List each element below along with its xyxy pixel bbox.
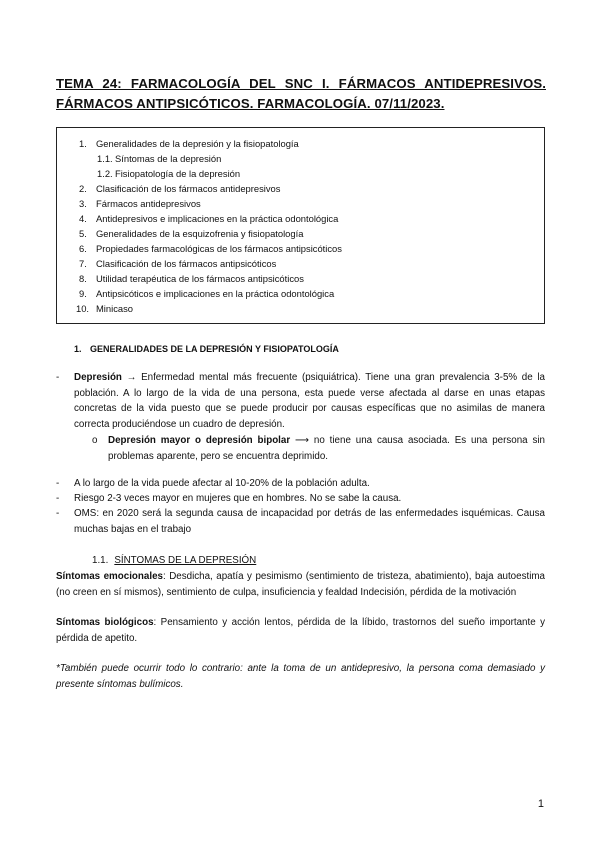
toc-item-label: Generalidades de la depresión y la fisiopatología (96, 138, 299, 149)
toc-item-number: 7. (79, 258, 87, 269)
sintomas-emocionales-term: Síntomas emocionales (56, 571, 163, 582)
toc-item-label: Antidepresivos e implicaciones en la práctica odontológica (96, 213, 339, 224)
toc-item-label: Clasificación de los fármacos antipsicóticos (96, 258, 277, 269)
toc-item-label: Síntomas de la depresión (115, 153, 222, 164)
circle-bullet: o (92, 435, 98, 446)
depresion-mayor-text: ⟶ no tiene una causa asociada. Es una persona sin problemas aparente, pero se encuentra deprimido. (108, 435, 545, 462)
page-number: 1 (537, 798, 544, 810)
sintomas-biologicos-paragraph (56, 615, 545, 646)
toc-item-label: Generalidades de la esquizofrenia y fisiopatología (96, 228, 304, 239)
depresion-text: → Enfermedad mental más frecuente (psiquiátrica). Tiene una gran prevalencia 3-5% de la población. A lo largo de la vida de una persona, esta puede verse afectada al darse en unas etapas concretas de la vida puesto que se puede producir por causas específicas que no asimilas de manera correcta produciéndose un cuadro de depresión. (74, 372, 545, 430)
dash-bullet: - (56, 478, 60, 489)
list-item: A lo largo de la vida puede afectar al 10-20% de la población adulta. (74, 478, 370, 489)
dash-bullet: - (56, 372, 60, 383)
depresion-term: Depresión (74, 372, 122, 383)
toc-item-number: 1.1. (97, 153, 113, 164)
sintomas-biologicos-text: : Pensamiento y acción lentos, pérdida de la líbido, trastornos del sueño importante y pérdida de apetito. (56, 617, 545, 644)
dash-bullet: - (56, 508, 60, 519)
sintomas-biologicos-term: Síntomas biológicos (56, 617, 154, 628)
subsection-title: SÍNTOMAS DE LA DEPRESIÓN (114, 555, 257, 566)
note-paragraph: *También puede ocurrir todo lo contrario: ante la toma de un antidepresivo, la persona coma demasiado y presente síntomas bulímicos. (56, 663, 545, 690)
document-title: TEMA 24: FARMACOLOGÍA DEL SNC I. FÁRMACOS ANTIDEPRESIVOS. FÁRMACOS ANTIPSICÓTICOS. FARMACOLOGÍA. 07/11/2023. (56, 76, 546, 111)
sintomas-emocionales-text: : Desdicha, apatía y pesimismo (sentimiento de tristeza, abatimiento), baja autoestima (no creen en sí mismos), sentimiento de culpa, insuficiencia y fealdad Indecisión, pérdida de la motivación (56, 571, 545, 598)
depresion-mayor-paragraph (108, 433, 545, 464)
toc-item-label: Minicaso (96, 303, 133, 314)
toc-item-number: 10. (76, 303, 90, 314)
toc-item-number: 4. (79, 213, 87, 224)
dash-bullet: - (56, 493, 60, 504)
toc-item-number: 8. (79, 273, 87, 284)
toc-item-label: Clasificación de los fármacos antidepresivos (96, 183, 281, 194)
table-of-contents (56, 127, 545, 324)
toc-item-number: 2. (79, 183, 87, 194)
subsection-number: 1.1. (92, 555, 109, 566)
toc-item-label: Fisiopatología de la depresión (115, 168, 241, 179)
toc-item-label: Propiedades farmacológicas de los fármacos antipsicóticos (96, 243, 342, 254)
subsection-heading (92, 555, 256, 566)
toc-item-number: 1. (79, 138, 87, 149)
section-number: 1. (74, 344, 82, 354)
sintomas-emocionales-paragraph (56, 569, 545, 600)
section-title: GENERALIDADES DE LA DEPRESIÓN Y FISIOPATOLOGÍA (90, 344, 339, 354)
toc-item-label: Fármacos antidepresivos (96, 198, 201, 209)
toc-item-label: Antipsicóticos e implicaciones en la práctica odontológica (96, 288, 335, 299)
list-item: Riesgo 2-3 veces mayor en mujeres que en hombres. No se sabe la causa. (74, 493, 402, 504)
toc-item-number: 5. (79, 228, 87, 239)
toc-item-label: Utilidad terapéutica de los fármacos antipsicóticos (96, 273, 304, 284)
toc-item-number: 9. (79, 288, 87, 299)
toc-item-number: 6. (79, 243, 87, 254)
toc-item-number: 3. (79, 198, 87, 209)
toc-item-number: 1.2. (97, 168, 113, 179)
depresion-paragraph (74, 370, 545, 432)
list-item: OMS: en 2020 será la segunda causa de incapacidad por detrás de las enfermedades isquémicas. Causa muchas bajas en el trabajo (74, 508, 545, 535)
depresion-mayor-term: Depresión mayor o depresión bipolar (108, 435, 291, 446)
